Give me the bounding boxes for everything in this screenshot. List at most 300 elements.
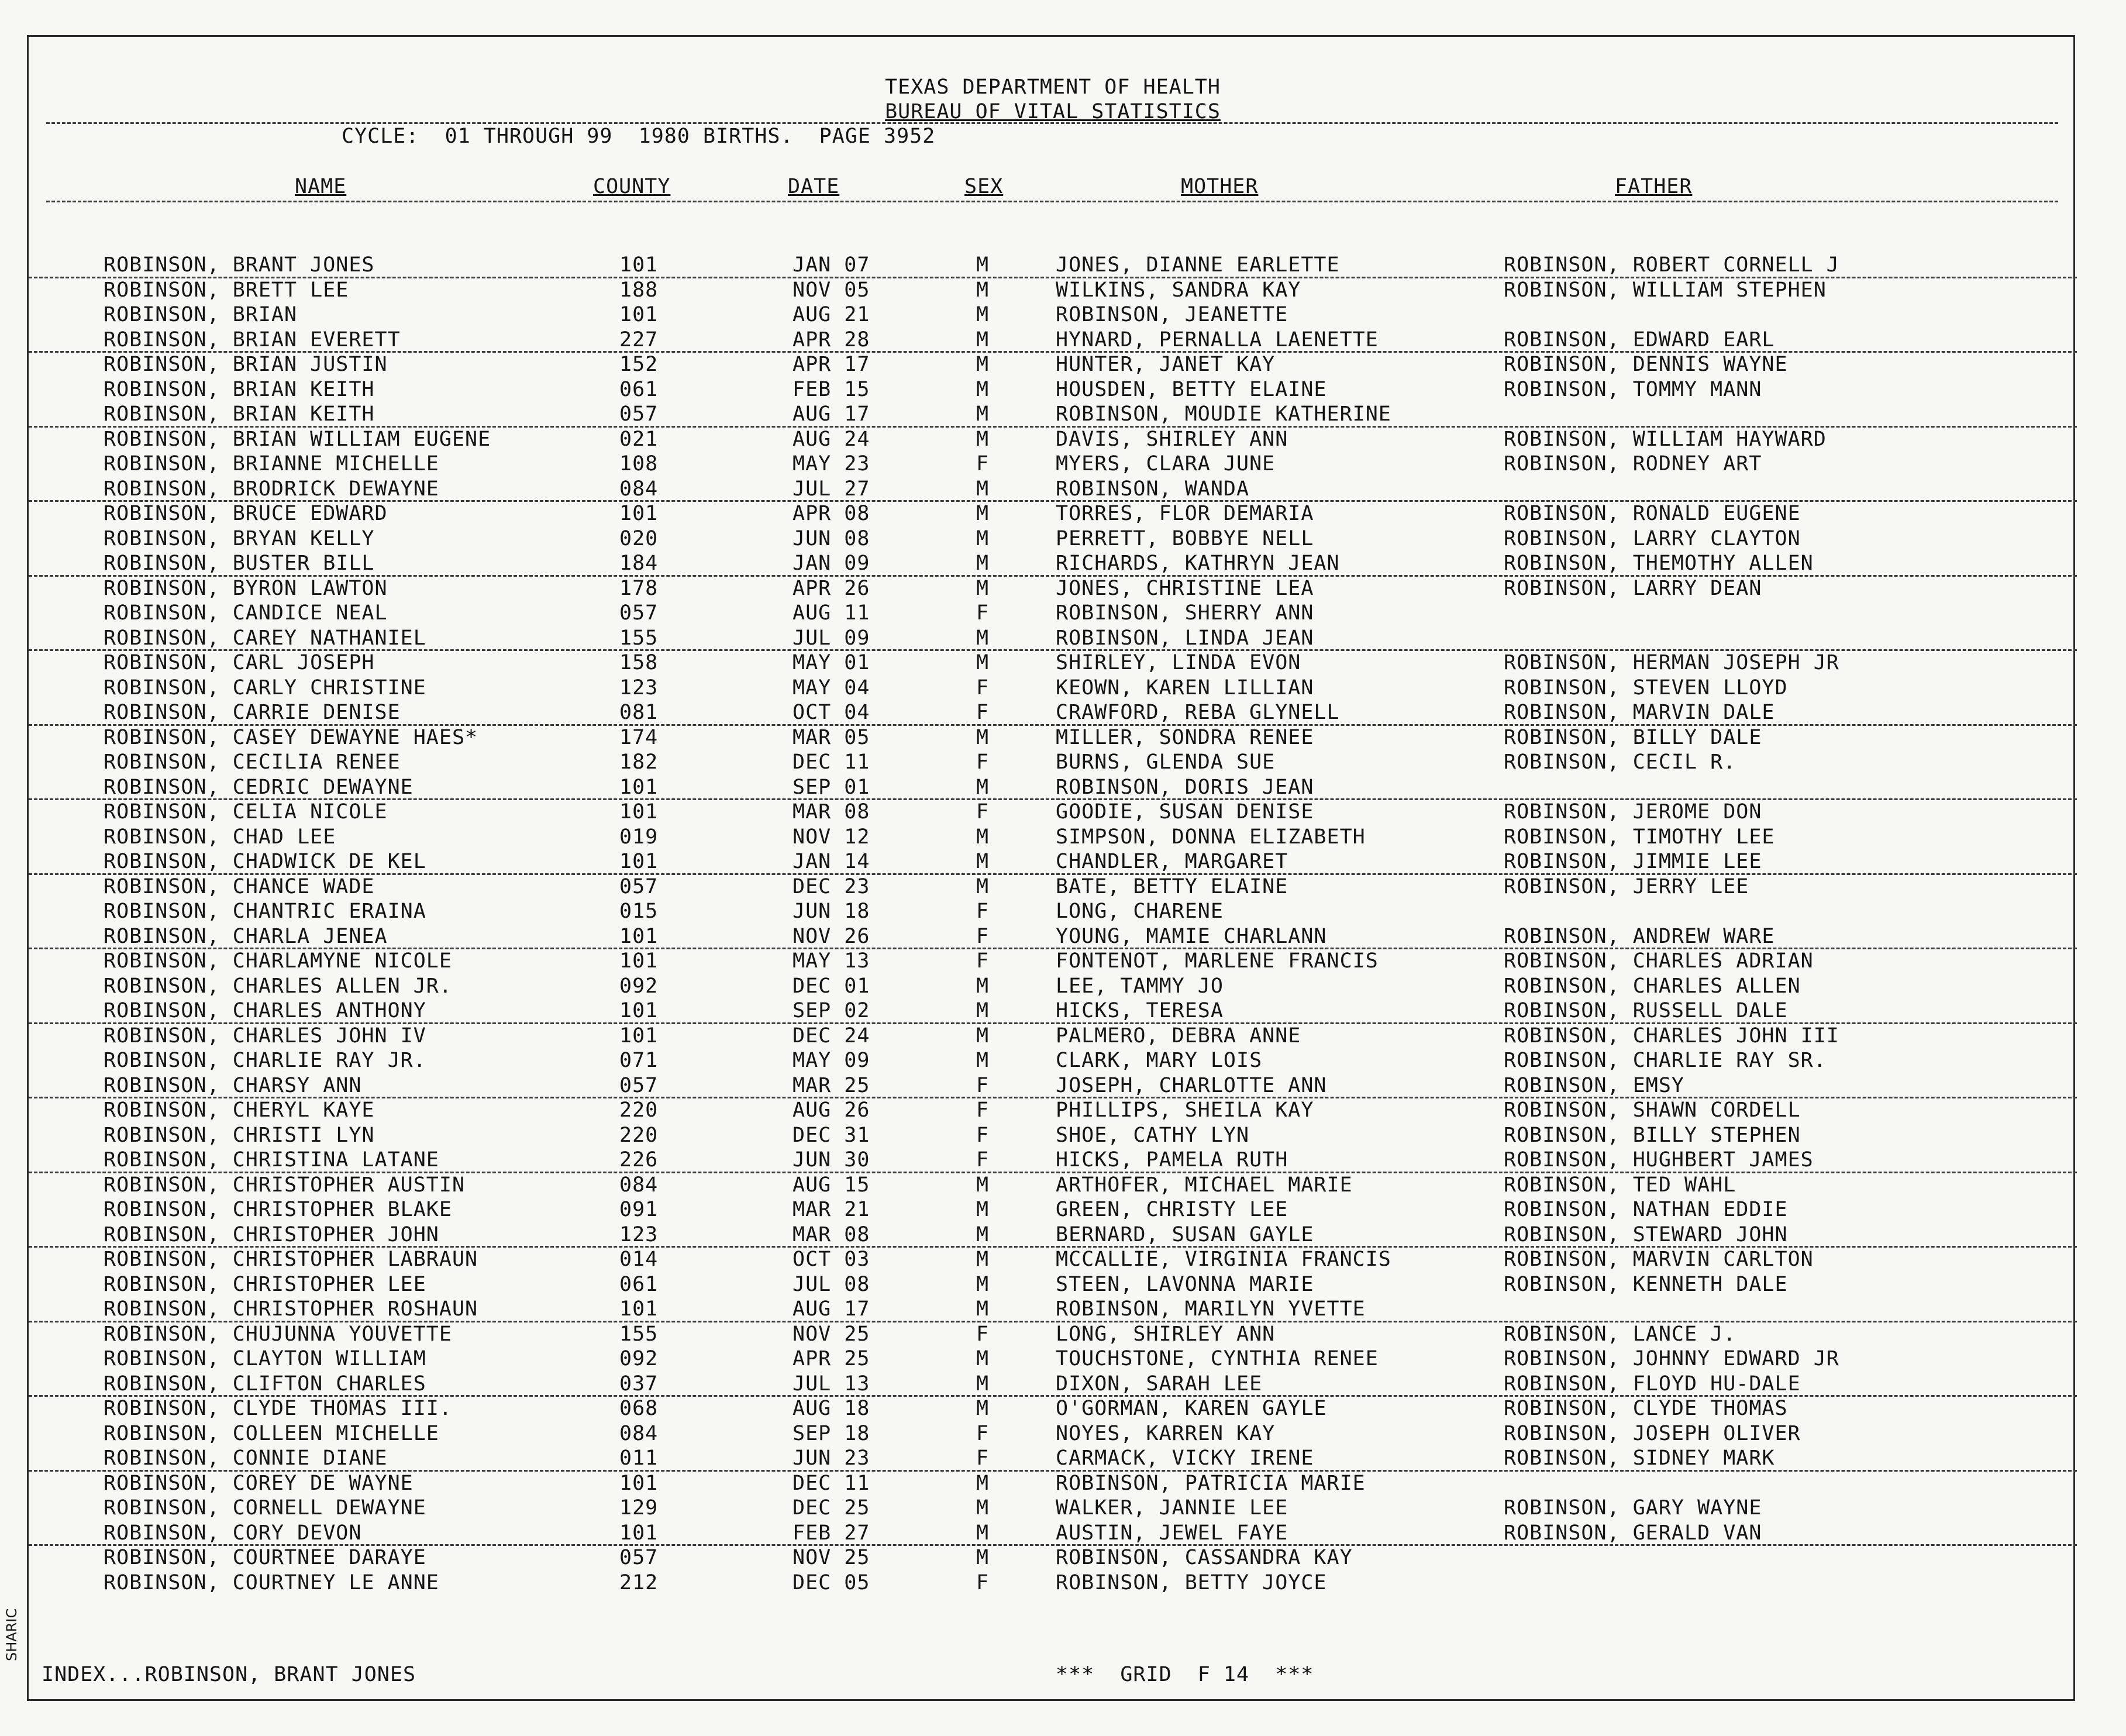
- cell-name: ROBINSON, COURTNEE DARAYE: [104, 1546, 426, 1569]
- cell-name: ROBINSON, COLLEEN MICHELLE: [104, 1421, 439, 1445]
- cell-date: APR 08: [792, 502, 870, 525]
- table-row: [29, 1223, 2077, 1248]
- cell-county: 011: [619, 1446, 659, 1470]
- cell-name: ROBINSON, BUSTER BILL: [104, 552, 375, 575]
- cell-mother: HICKS, PAMELA RUTH: [1056, 1148, 1288, 1172]
- table-row: [29, 452, 2077, 477]
- cell-father: ROBINSON, EMSY: [1504, 1073, 1685, 1097]
- cell-name: ROBINSON, BRIAN KEITH: [104, 377, 375, 401]
- cell-sex: M: [976, 328, 990, 352]
- cell-father: ROBINSON, HUGHBERT JAMES: [1504, 1148, 1814, 1172]
- cell-mother: CHANDLER, MARGARET: [1056, 850, 1288, 873]
- cell-mother: O'GORMAN, KAREN GAYLE: [1056, 1397, 1327, 1420]
- cell-name: ROBINSON, CLYDE THOMAS III.: [104, 1397, 452, 1420]
- cell-name: ROBINSON, BYRON LAWTON: [104, 576, 388, 600]
- table-row: [29, 402, 2077, 428]
- cell-sex: F: [976, 452, 990, 476]
- cell-father: ROBINSON, MARVIN DALE: [1504, 701, 1775, 724]
- cell-mother: PHILLIPS, SHEILA KAY: [1056, 1098, 1314, 1122]
- cell-date: MAY 13: [792, 949, 870, 973]
- cell-name: ROBINSON, CANDICE NEAL: [104, 601, 388, 625]
- table-row: [29, 1049, 2077, 1074]
- cell-name: ROBINSON, CELIA NICOLE: [104, 800, 388, 824]
- cell-sex: M: [976, 552, 990, 575]
- cell-mother: JOSEPH, CHARLOTTE ANN: [1056, 1073, 1327, 1097]
- cell-date: JUN 18: [792, 900, 870, 923]
- cell-father: ROBINSON, BILLY STEPHEN: [1504, 1123, 1801, 1147]
- cell-name: ROBINSON, BRANT JONES: [104, 253, 375, 277]
- cell-county: 101: [619, 1024, 659, 1048]
- cell-sex: F: [976, 924, 990, 948]
- cell-date: SEP 02: [792, 999, 870, 1022]
- table-row: [29, 999, 2077, 1024]
- cell-sex: M: [976, 1173, 990, 1197]
- table-row: [29, 1297, 2077, 1322]
- cell-county: 084: [619, 1421, 659, 1445]
- cell-date: MAY 23: [792, 452, 870, 476]
- cell-county: 101: [619, 999, 659, 1022]
- cell-name: ROBINSON, BRIAN JUSTIN: [104, 353, 388, 376]
- cell-county: 015: [619, 900, 659, 923]
- table-row: [29, 577, 2077, 602]
- cell-county: 174: [619, 725, 659, 749]
- cell-father: ROBINSON, LARRY DEAN: [1504, 576, 1762, 600]
- cell-mother: ROBINSON, MOUDIE KATHERINE: [1056, 402, 1391, 426]
- cell-county: 227: [619, 328, 659, 352]
- cell-mother: AUSTIN, JEWEL FAYE: [1056, 1521, 1288, 1545]
- cell-mother: ROBINSON, JEANETTE: [1056, 303, 1288, 326]
- cell-name: ROBINSON, CHARLES JOHN IV: [104, 1024, 426, 1048]
- cell-sex: M: [976, 477, 990, 501]
- cell-sex: M: [976, 974, 990, 998]
- cell-name: ROBINSON, CHARLAMYNE NICOLE: [104, 949, 452, 973]
- cell-father: ROBINSON, HERMAN JOSEPH JR: [1504, 651, 1839, 674]
- cell-mother: BERNARD, SUSAN GAYLE: [1056, 1222, 1314, 1246]
- table-row: [29, 1521, 2077, 1546]
- table-row: [29, 1446, 2077, 1472]
- cell-county: 101: [619, 850, 659, 873]
- cell-father: ROBINSON, RUSSELL DALE: [1504, 999, 1788, 1022]
- cell-mother: MILLER, SONDRA RENEE: [1056, 725, 1314, 749]
- cell-county: 101: [619, 800, 659, 824]
- cell-county: 178: [619, 576, 659, 600]
- cell-mother: HYNARD, PERNALLA LAENETTE: [1056, 328, 1379, 352]
- cell-name: ROBINSON, CHARSY ANN: [104, 1073, 362, 1097]
- cell-father: ROBINSON, TOMMY MANN: [1504, 377, 1762, 401]
- cell-sex: F: [976, 1446, 990, 1470]
- cell-name: ROBINSON, CLAYTON WILLIAM: [104, 1347, 426, 1370]
- cell-mother: BATE, BETTY ELAINE: [1056, 874, 1288, 898]
- cell-county: 101: [619, 253, 659, 277]
- cell-name: ROBINSON, BRIAN EVERETT: [104, 328, 401, 352]
- cell-sex: F: [976, 750, 990, 774]
- cell-date: NOV 05: [792, 278, 870, 302]
- table-row: [29, 527, 2077, 552]
- cell-sex: M: [976, 502, 990, 525]
- cell-name: ROBINSON, COREY DE WAYNE: [104, 1471, 414, 1495]
- cell-father: ROBINSON, CHARLES ALLEN: [1504, 974, 1801, 998]
- cell-mother: LONG, SHIRLEY ANN: [1056, 1322, 1276, 1346]
- cell-date: DEC 11: [792, 1471, 870, 1495]
- cell-sex: M: [976, 402, 990, 426]
- cell-name: ROBINSON, CHRISTI LYN: [104, 1123, 375, 1147]
- cell-father: ROBINSON, FLOYD HU-DALE: [1504, 1372, 1801, 1396]
- cell-father: ROBINSON, THEMOTHY ALLEN: [1504, 552, 1814, 575]
- table-row: [29, 1472, 2077, 1497]
- cell-name: ROBINSON, CHARLES ANTHONY: [104, 999, 426, 1022]
- index-label: INDEX...ROBINSON, BRANT JONES: [42, 1663, 416, 1686]
- cell-name: ROBINSON, CHRISTOPHER LABRAUN: [104, 1248, 478, 1271]
- cell-date: JUL 27: [792, 477, 870, 501]
- table-row: [29, 1496, 2077, 1521]
- cell-father: ROBINSON, STEWARD JOHN: [1504, 1222, 1788, 1246]
- cell-mother: MYERS, CLARA JUNE: [1056, 452, 1276, 476]
- cell-sex: F: [976, 949, 990, 973]
- cell-mother: TORRES, FLOR DEMARIA: [1056, 502, 1314, 525]
- cell-mother: STEEN, LAVONNA MARIE: [1056, 1272, 1314, 1296]
- cell-mother: FONTENOT, MARLENE FRANCIS: [1056, 949, 1379, 973]
- cell-name: ROBINSON, CHRISTOPHER LEE: [104, 1272, 426, 1296]
- cell-county: 061: [619, 1272, 659, 1296]
- cell-sex: M: [976, 626, 990, 650]
- cell-father: ROBINSON, CHARLES JOHN III: [1504, 1024, 1839, 1048]
- cell-mother: HOUSDEN, BETTY ELAINE: [1056, 377, 1327, 401]
- cell-father: ROBINSON, JOSEPH OLIVER: [1504, 1421, 1801, 1445]
- cell-date: OCT 04: [792, 701, 870, 724]
- cell-date: AUG 26: [792, 1098, 870, 1122]
- table-row: [29, 626, 2077, 652]
- cell-mother: LEE, TAMMY JO: [1056, 974, 1224, 998]
- cell-date: DEC 23: [792, 874, 870, 898]
- cell-sex: M: [976, 427, 990, 451]
- cell-county: 057: [619, 874, 659, 898]
- cell-father: ROBINSON, MARVIN CARLTON: [1504, 1248, 1814, 1271]
- cell-father: ROBINSON, DENNIS WAYNE: [1504, 353, 1788, 376]
- cell-sex: M: [976, 1471, 990, 1495]
- cell-sex: M: [976, 353, 990, 376]
- cell-name: ROBINSON, CHRISTOPHER ROSHAUN: [104, 1297, 478, 1321]
- cell-date: AUG 17: [792, 402, 870, 426]
- cell-mother: NOYES, KARREN KAY: [1056, 1421, 1276, 1445]
- cell-date: AUG 18: [792, 1397, 870, 1420]
- table-row: [29, 1074, 2077, 1099]
- cell-name: ROBINSON, CORY DEVON: [104, 1521, 362, 1545]
- cell-sex: F: [976, 1570, 990, 1594]
- cell-county: 220: [619, 1123, 659, 1147]
- cell-father: ROBINSON, NATHAN EDDIE: [1504, 1198, 1788, 1221]
- table-row: [29, 378, 2077, 403]
- cell-father: ROBINSON, SHAWN CORDELL: [1504, 1098, 1801, 1122]
- cell-name: ROBINSON, CHRISTOPHER BLAKE: [104, 1198, 452, 1221]
- table-row: [29, 353, 2077, 378]
- cell-date: AUG 17: [792, 1297, 870, 1321]
- cell-sex: M: [976, 526, 990, 550]
- table-row: [29, 800, 2077, 825]
- cell-date: JAN 09: [792, 552, 870, 575]
- cell-date: MAR 08: [792, 800, 870, 824]
- cell-father: ROBINSON, RODNEY ART: [1504, 452, 1762, 476]
- cell-mother: WILKINS, SANDRA KAY: [1056, 278, 1301, 302]
- cell-sex: F: [976, 1322, 990, 1346]
- cell-sex: F: [976, 1148, 990, 1172]
- table-row: [29, 1397, 2077, 1422]
- cell-date: APR 25: [792, 1347, 870, 1370]
- table-row: [29, 750, 2077, 776]
- cell-name: ROBINSON, CHRISTOPHER AUSTIN: [104, 1173, 466, 1197]
- cell-father: ROBINSON, CECIL R.: [1504, 750, 1736, 774]
- cell-sex: M: [976, 1248, 990, 1271]
- cell-date: AUG 15: [792, 1173, 870, 1197]
- cell-mother: ROBINSON, CASSANDRA KAY: [1056, 1546, 1353, 1569]
- table-row: [29, 328, 2077, 353]
- cell-date: AUG 11: [792, 601, 870, 625]
- separator-line: [46, 122, 2058, 124]
- cell-mother: GOODIE, SUSAN DENISE: [1056, 800, 1314, 824]
- table-row: [29, 1571, 2077, 1596]
- cell-father: ROBINSON, LANCE J.: [1504, 1322, 1736, 1346]
- table-row: [29, 502, 2077, 527]
- cell-date: MAY 04: [792, 676, 870, 700]
- cell-county: 068: [619, 1397, 659, 1420]
- cell-father: ROBINSON, CHARLIE RAY SR.: [1504, 1049, 1827, 1072]
- table-row: [29, 925, 2077, 950]
- cell-father: ROBINSON, TED WAHL: [1504, 1173, 1736, 1197]
- cell-father: ROBINSON, ROBERT CORNELL J: [1504, 253, 1839, 277]
- cell-date: APR 28: [792, 328, 870, 352]
- table-row: [29, 1198, 2077, 1223]
- table-row: [29, 303, 2077, 328]
- cell-county: 092: [619, 1347, 659, 1370]
- cell-name: ROBINSON, CORNELL DEWAYNE: [104, 1496, 426, 1520]
- table-row: [29, 1372, 2077, 1397]
- cell-name: ROBINSON, BRUCE EDWARD: [104, 502, 388, 525]
- document-page: [27, 35, 2075, 1701]
- cell-sex: M: [976, 850, 990, 873]
- cell-county: 019: [619, 825, 659, 849]
- cell-county: 220: [619, 1098, 659, 1122]
- cell-sex: M: [976, 825, 990, 849]
- cell-mother: GREEN, CHRISTY LEE: [1056, 1198, 1288, 1221]
- cell-father: ROBINSON, WILLIAM HAYWARD: [1504, 427, 1827, 451]
- cell-name: ROBINSON, BRIAN KEITH: [104, 402, 375, 426]
- cell-county: 091: [619, 1198, 659, 1221]
- table-row: [29, 1024, 2077, 1049]
- cell-mother: CARMACK, VICKY IRENE: [1056, 1446, 1314, 1470]
- cell-county: 071: [619, 1049, 659, 1072]
- cell-mother: PALMERO, DEBRA ANNE: [1056, 1024, 1301, 1048]
- table-row: [29, 900, 2077, 925]
- cell-county: 226: [619, 1148, 659, 1172]
- table-row: [29, 552, 2077, 577]
- table-row: [29, 1098, 2077, 1124]
- cell-mother: SIMPSON, DONNA ELIZABETH: [1056, 825, 1366, 849]
- cell-father: ROBINSON, GERALD VAN: [1504, 1521, 1762, 1545]
- cell-father: ROBINSON, TIMOTHY LEE: [1504, 825, 1775, 849]
- cell-father: ROBINSON, ANDREW WARE: [1504, 924, 1775, 948]
- cell-date: FEB 27: [792, 1521, 870, 1545]
- cell-county: 101: [619, 303, 659, 326]
- cell-mother: ROBINSON, LINDA JEAN: [1056, 626, 1314, 650]
- cell-name: ROBINSON, CHARLIE RAY JR.: [104, 1049, 426, 1072]
- cell-date: JUL 09: [792, 626, 870, 650]
- cell-name: ROBINSON, CLIFTON CHARLES: [104, 1372, 426, 1396]
- cell-name: ROBINSON, CARLY CHRISTINE: [104, 676, 426, 700]
- cell-county: 108: [619, 452, 659, 476]
- cell-father: ROBINSON, LARRY CLAYTON: [1504, 526, 1801, 550]
- cell-mother: ARTHOFER, MICHAEL MARIE: [1056, 1173, 1353, 1197]
- cell-name: ROBINSON, BRIAN WILLIAM EUGENE: [104, 427, 491, 451]
- cell-date: DEC 01: [792, 974, 870, 998]
- cell-date: MAR 21: [792, 1198, 870, 1221]
- cell-mother: JONES, CHRISTINE LEA: [1056, 576, 1314, 600]
- cell-county: 123: [619, 1222, 659, 1246]
- cell-county: 182: [619, 750, 659, 774]
- cell-county: 084: [619, 1173, 659, 1197]
- cell-father: ROBINSON, STEVEN LLOYD: [1504, 676, 1788, 700]
- grid-label: *** GRID F 14 ***: [1056, 1663, 1314, 1686]
- cell-sex: M: [976, 576, 990, 600]
- cell-date: DEC 31: [792, 1123, 870, 1147]
- cell-sex: M: [976, 1222, 990, 1246]
- cell-date: DEC 25: [792, 1496, 870, 1520]
- cell-date: APR 17: [792, 353, 870, 376]
- cell-date: AUG 24: [792, 427, 870, 451]
- cell-date: MAY 09: [792, 1049, 870, 1072]
- cell-sex: M: [976, 1397, 990, 1420]
- cell-mother: HUNTER, JANET KAY: [1056, 353, 1276, 376]
- cell-sex: F: [976, 701, 990, 724]
- cell-sex: F: [976, 1421, 990, 1445]
- cell-mother: MCCALLIE, VIRGINIA FRANCIS: [1056, 1248, 1391, 1271]
- column-header-name: NAME: [295, 175, 347, 198]
- cell-name: ROBINSON, CHANCE WADE: [104, 874, 375, 898]
- cell-mother: WALKER, JANNIE LEE: [1056, 1496, 1288, 1520]
- cell-mother: ROBINSON, MARILYN YVETTE: [1056, 1297, 1366, 1321]
- side-label: SHARIC: [4, 1608, 20, 1661]
- table-row: [29, 850, 2077, 875]
- table-row: [29, 1347, 2077, 1372]
- column-header-county: COUNTY: [593, 175, 671, 198]
- cell-name: ROBINSON, CHARLA JENEA: [104, 924, 388, 948]
- table-row: [29, 1273, 2077, 1298]
- cell-date: NOV 25: [792, 1322, 870, 1346]
- cell-date: NOV 25: [792, 1546, 870, 1569]
- cell-county: 212: [619, 1570, 659, 1594]
- cell-county: 101: [619, 924, 659, 948]
- cell-county: 155: [619, 626, 659, 650]
- cell-date: AUG 21: [792, 303, 870, 326]
- cell-county: 037: [619, 1372, 659, 1396]
- cell-county: 057: [619, 1073, 659, 1097]
- table-row: [29, 825, 2077, 850]
- cell-mother: RICHARDS, KATHRYN JEAN: [1056, 552, 1340, 575]
- cell-mother: TOUCHSTONE, CYNTHIA RENEE: [1056, 1347, 1379, 1370]
- cell-date: DEC 11: [792, 750, 870, 774]
- column-header-father: FATHER: [1615, 175, 1693, 198]
- cell-county: 152: [619, 353, 659, 376]
- cell-county: 123: [619, 676, 659, 700]
- cell-date: JUL 13: [792, 1372, 870, 1396]
- cell-name: ROBINSON, BRETT LEE: [104, 278, 349, 302]
- cell-father: ROBINSON, CLYDE THOMAS: [1504, 1397, 1788, 1420]
- cell-county: 155: [619, 1322, 659, 1346]
- cycle-info: CYCLE: 01 THROUGH 99 1980 BIRTHS. PAGE 3952: [342, 125, 936, 148]
- cell-date: JUN 23: [792, 1446, 870, 1470]
- cell-county: 101: [619, 1521, 659, 1545]
- cell-name: ROBINSON, CARL JOSEPH: [104, 651, 375, 674]
- cell-mother: HICKS, TERESA: [1056, 999, 1224, 1022]
- cell-mother: DIXON, SARAH LEE: [1056, 1372, 1263, 1396]
- cell-sex: M: [976, 1297, 990, 1321]
- cell-date: JUN 08: [792, 526, 870, 550]
- cell-father: ROBINSON, CHARLES ADRIAN: [1504, 949, 1814, 973]
- cell-name: ROBINSON, CEDRIC DEWAYNE: [104, 775, 414, 799]
- table-row: [29, 1546, 2077, 1571]
- cell-date: SEP 01: [792, 775, 870, 799]
- cell-father: ROBINSON, JOHNNY EDWARD JR: [1504, 1347, 1839, 1370]
- cell-county: 188: [619, 278, 659, 302]
- birth-records-table: [29, 253, 2077, 1596]
- cell-sex: M: [976, 775, 990, 799]
- cell-date: MAR 05: [792, 725, 870, 749]
- cell-father: ROBINSON, JEROME DON: [1504, 800, 1762, 824]
- cell-mother: SHIRLEY, LINDA EVON: [1056, 651, 1301, 674]
- column-header-sex: SEX: [964, 175, 1004, 198]
- table-row: [29, 1124, 2077, 1149]
- cell-mother: ROBINSON, PATRICIA MARIE: [1056, 1471, 1366, 1495]
- cell-father: ROBINSON, RONALD EUGENE: [1504, 502, 1801, 525]
- cell-date: DEC 05: [792, 1570, 870, 1594]
- cell-county: 014: [619, 1248, 659, 1271]
- cell-name: ROBINSON, CHAD LEE: [104, 825, 336, 849]
- bureau-title: BUREAU OF VITAL STATISTICS: [885, 100, 1221, 123]
- cell-name: ROBINSON, BRIAN: [104, 303, 298, 326]
- cell-sex: F: [976, 676, 990, 700]
- cell-date: MAR 08: [792, 1222, 870, 1246]
- table-row: [29, 601, 2077, 626]
- cell-date: JUN 30: [792, 1148, 870, 1172]
- table-row: [29, 428, 2077, 453]
- cell-sex: F: [976, 800, 990, 824]
- cell-sex: M: [976, 1049, 990, 1072]
- table-row: [29, 875, 2077, 900]
- cell-date: APR 26: [792, 576, 870, 600]
- cell-sex: M: [976, 1198, 990, 1221]
- table-row: [29, 1322, 2077, 1348]
- cell-father: ROBINSON, JERRY LEE: [1504, 874, 1749, 898]
- table-row: [29, 1148, 2077, 1173]
- cell-date: MAY 01: [792, 651, 870, 674]
- table-row: [29, 1173, 2077, 1198]
- cell-date: DEC 24: [792, 1024, 870, 1048]
- cell-date: MAR 25: [792, 1073, 870, 1097]
- cell-county: 021: [619, 427, 659, 451]
- table-row: [29, 253, 2077, 278]
- cell-county: 092: [619, 974, 659, 998]
- cell-mother: KEOWN, KAREN LILLIAN: [1056, 676, 1314, 700]
- cell-father: ROBINSON, EDWARD EARL: [1504, 328, 1775, 352]
- cell-mother: ROBINSON, WANDA: [1056, 477, 1250, 501]
- table-row: [29, 949, 2077, 974]
- cell-mother: CRAWFORD, REBA GLYNELL: [1056, 701, 1340, 724]
- cell-sex: M: [976, 303, 990, 326]
- cell-sex: M: [976, 874, 990, 898]
- table-row: [29, 651, 2077, 676]
- cell-sex: M: [976, 253, 990, 277]
- cell-sex: M: [976, 725, 990, 749]
- cell-name: ROBINSON, CASEY DEWAYNE HAES*: [104, 725, 478, 749]
- cell-mother: BURNS, GLENDA SUE: [1056, 750, 1276, 774]
